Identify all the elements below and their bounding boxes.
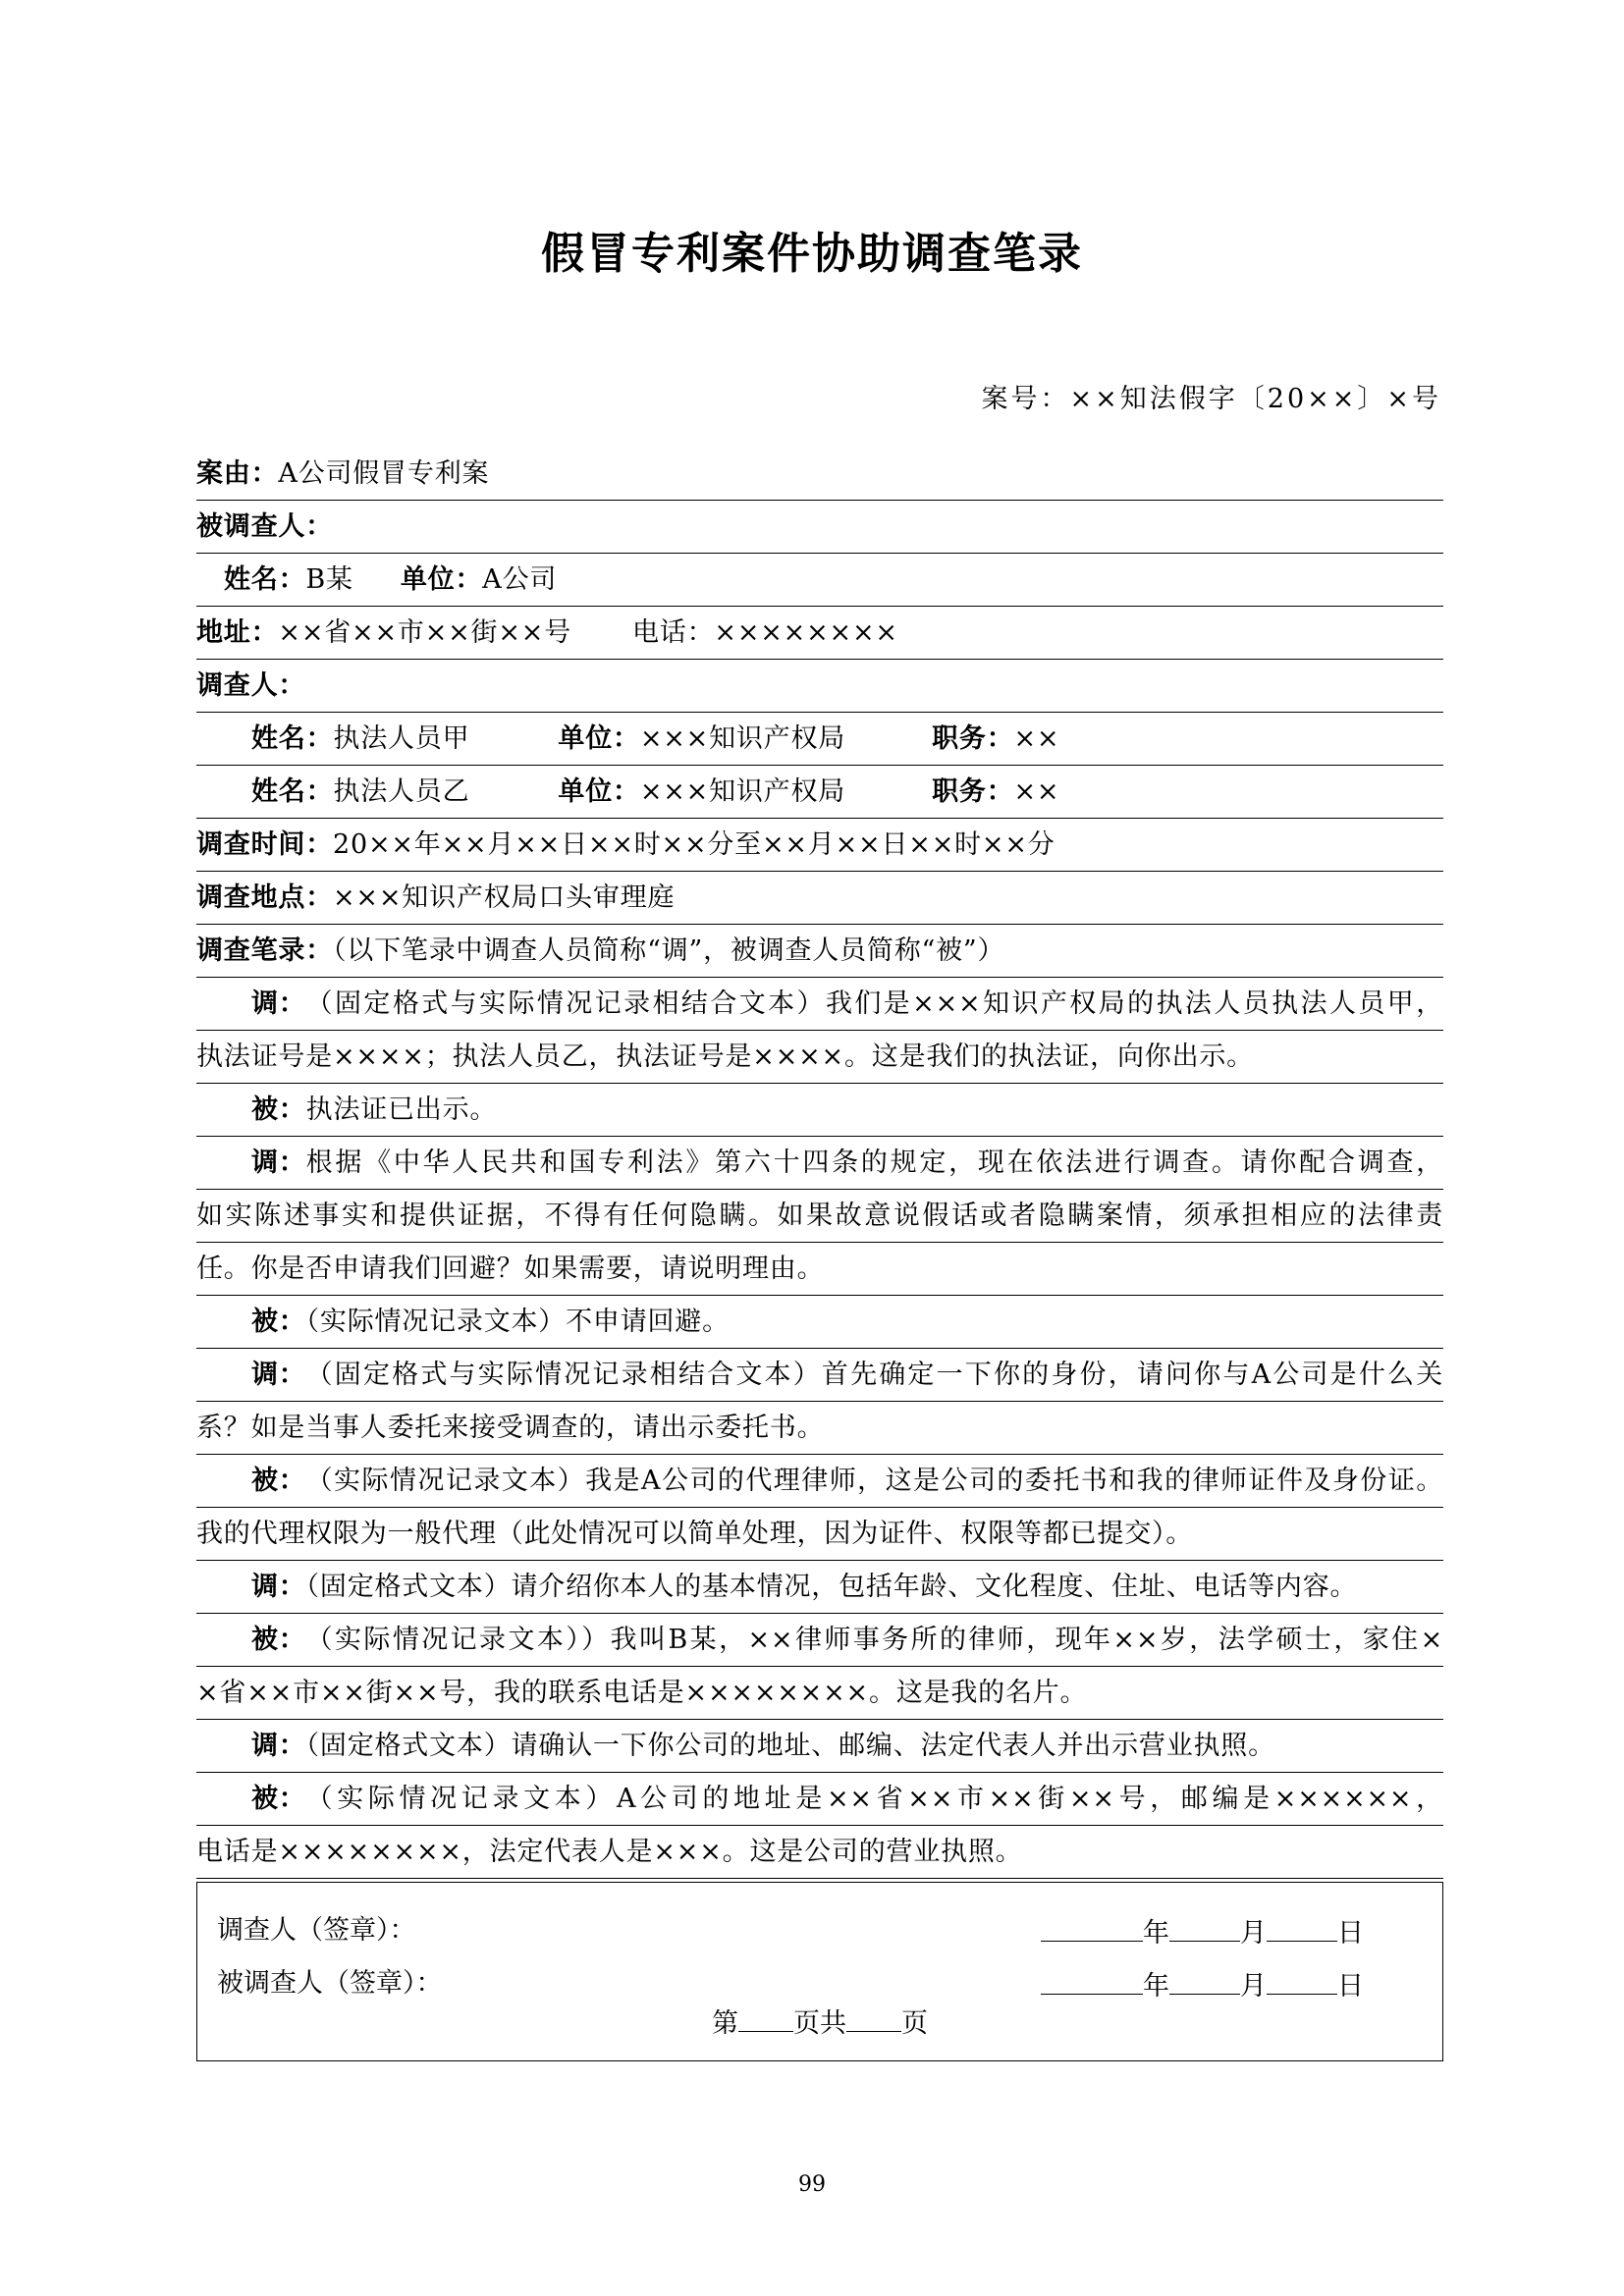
dialogue-text: 我的代理权限为一般代理（此处情况可以简单处理，因为证件、权限等都已提交）。 <box>196 1519 1194 1549</box>
page-suffix: 页 <box>901 2008 928 2039</box>
dialogue-line <box>196 1508 1443 1561</box>
investigator-name: 执法人员甲 <box>333 723 470 754</box>
respondent-sign-label: 被调查人（签章）： <box>217 1968 443 1999</box>
time-line <box>196 819 1443 872</box>
phone-value: ×××××××× <box>714 617 898 648</box>
total-blank <box>846 2002 901 2032</box>
investigator-row <box>196 766 1443 819</box>
dialogue-line <box>196 1137 1443 1190</box>
speaker-label: 调： <box>251 1731 306 1761</box>
investigator-line <box>196 660 1443 713</box>
respondent-name-label: 姓名： <box>224 564 306 595</box>
cause-value: A公司假冒专利案 <box>278 458 490 489</box>
record-body <box>196 448 1443 1879</box>
day-label: 日 <box>1337 1918 1364 1949</box>
respondent-name-line <box>196 554 1443 607</box>
investigator-unit-label: 单位： <box>558 776 640 807</box>
address-line <box>196 607 1443 660</box>
dialogue-line <box>196 1243 1443 1296</box>
record-label: 调查笔录： <box>196 935 333 966</box>
page-count-row <box>197 2002 1442 2044</box>
speaker-label: 调： <box>251 1572 306 1602</box>
dialogue-line <box>196 1031 1443 1084</box>
cause-line <box>196 448 1443 501</box>
dialogue-line <box>196 1402 1443 1455</box>
month-label: 月 <box>1240 1918 1267 1949</box>
investigator-sign-row <box>217 1911 1364 1950</box>
dialogue-line <box>196 1614 1443 1667</box>
speaker-label: 被： <box>251 1466 306 1496</box>
place-label: 调查地点： <box>196 882 333 913</box>
day-blank <box>1267 1911 1337 1942</box>
investigator-unit-label: 单位： <box>558 723 640 754</box>
date-block <box>1041 1911 1364 1953</box>
document-title: 假冒专利案件协助调查笔录 <box>541 229 1083 279</box>
dialogue-text: 任。你是否申请我们回避？如果需要，请说明理由。 <box>196 1254 825 1284</box>
place-line <box>196 872 1443 925</box>
year-label: 年 <box>1143 1971 1169 2002</box>
dialogue-line <box>196 1084 1443 1137</box>
dialogue-line <box>196 1349 1443 1402</box>
time-value: 20××年××月××日××时××分至××月××日××时××分 <box>333 829 1056 860</box>
dialogue-text: ×省××市××街××号，我的联系电话是××××××××。这是我的名片。 <box>196 1678 1088 1708</box>
dialogue-line <box>196 1296 1443 1349</box>
dialogue-line <box>196 978 1443 1031</box>
dialogue-text: （实际情况记录文本））我叫B某，××律师事务所的律师，现年××岁，法学硕士，家住× <box>305 1625 1443 1655</box>
day-label: 日 <box>1337 1971 1364 2002</box>
page-number: 99 <box>798 2172 826 2197</box>
dialogue-text: 执法证号是××××；执法人员乙，执法证号是××××。这是我们的执法证，向你出示。 <box>196 1041 1254 1072</box>
day-blank <box>1267 1964 1337 1995</box>
speaker-label: 被： <box>251 1307 306 1337</box>
dialogue-text: 根据《中华人民共和国专利法》第六十四条的规定，现在依法进行调查。请你配合调查， <box>305 1148 1443 1178</box>
month-blank <box>1169 1911 1240 1942</box>
year-label: 年 <box>1143 1918 1169 1949</box>
respondent-sign-row <box>217 1964 1364 2003</box>
investigator-name-label: 姓名： <box>251 723 334 754</box>
dialogue-line <box>196 1455 1443 1508</box>
speaker-label: 调： <box>251 988 306 1019</box>
dialogue-line <box>196 1190 1443 1243</box>
respondent-label: 被调查人： <box>196 511 333 542</box>
record-note: （以下笔录中调查人员简称“调”，被调查人员简称“被”） <box>333 935 1005 966</box>
page-middle: 页共 <box>793 2008 846 2039</box>
date-block <box>1041 1964 1364 2006</box>
speaker-label: 被： <box>251 1095 306 1125</box>
investigator-unit: ×××知识产权局 <box>639 723 846 754</box>
dialogue-line <box>196 1561 1443 1614</box>
investigator-row <box>196 713 1443 766</box>
year-blank <box>1041 1911 1143 1942</box>
phone-label: 电话： <box>632 617 715 648</box>
investigator-unit: ×××知识产权局 <box>639 776 846 807</box>
dialogue-text: 系？如是当事人委托来接受调查的，请出示委托书。 <box>196 1413 825 1443</box>
dialogue-text: 如实陈述事实和提供证据，不得有任何隐瞒。如果故意说假话或者隐瞒案情，须承担相应的法律责 <box>196 1201 1443 1231</box>
dialogue-line <box>196 1720 1443 1773</box>
cause-label: 案由： <box>196 458 279 489</box>
investigator-label: 调查人： <box>196 670 306 701</box>
dialogue-text: （固定格式与实际情况记录相结合文本）首先确定一下你的身份，请问你与A公司是什么关 <box>305 1360 1443 1390</box>
dialogue-line <box>196 1667 1443 1720</box>
dialogue-text: （固定格式文本）请介绍你本人的基本情况，包括年龄、文化程度、住址、电话等内容。 <box>305 1572 1358 1602</box>
investigator-title: ×× <box>1013 776 1060 807</box>
dialogue-text: 执法证已出示。 <box>305 1095 498 1125</box>
dialogue-text: 电话是××××××××，法定代表人是×××。这是公司的营业执照。 <box>196 1837 1023 1867</box>
investigator-title-label: 职务： <box>932 776 1014 807</box>
investigator-name-label: 姓名： <box>251 776 334 807</box>
address-label: 地址： <box>196 617 279 648</box>
year-blank <box>1041 1964 1143 1995</box>
investigator-title-label: 职务： <box>932 723 1014 754</box>
dialogue-text: （实际情况记录文本）A公司的地址是××省××市××街××号，邮编是××××××， <box>305 1784 1443 1814</box>
dialogue-section <box>196 978 1443 1879</box>
respondent-name-value: B某 <box>305 564 353 595</box>
respondent-unit-value: A公司 <box>482 564 558 595</box>
page-blank <box>738 2002 793 2032</box>
dialogue-text: （固定格式与实际情况记录相结合文本）我们是×××知识产权局的执法人员执法人员甲， <box>305 988 1443 1019</box>
place-value: ×××知识产权局口头审理庭 <box>333 882 676 913</box>
record-line <box>196 925 1443 978</box>
speaker-label: 调： <box>251 1360 306 1390</box>
investigator-sign-label: 调查人（签章）： <box>217 1915 416 1946</box>
speaker-label: 调： <box>251 1148 306 1178</box>
investigator-title: ×× <box>1013 723 1060 754</box>
time-label: 调查时间： <box>196 829 333 860</box>
month-blank <box>1169 1964 1240 1995</box>
dialogue-text: （实际情况记录文本）我是A公司的代理律师，这是公司的委托书和我的律师证件及身份证。 <box>305 1466 1443 1496</box>
month-label: 月 <box>1240 1971 1267 2002</box>
speaker-label: 被： <box>251 1784 306 1814</box>
respondent-line <box>196 501 1443 554</box>
address-value: ××省××市××街××号 <box>278 617 571 648</box>
dialogue-text: （实际情况记录文本）不申请回避。 <box>305 1307 730 1337</box>
signature-box <box>196 1882 1443 2061</box>
dialogue-text: （固定格式文本）请确认一下你公司的地址、邮编、法定代表人并出示营业执照。 <box>305 1731 1275 1761</box>
investigator-name: 执法人员乙 <box>333 776 470 807</box>
dialogue-line <box>196 1826 1443 1879</box>
speaker-label: 被： <box>251 1625 306 1655</box>
dialogue-line <box>196 1773 1443 1826</box>
respondent-unit-label: 单位： <box>400 564 483 595</box>
case-number: 案号：××知法假字〔20××〕×号 <box>981 384 1441 414</box>
page-prefix: 第 <box>712 2008 738 2039</box>
